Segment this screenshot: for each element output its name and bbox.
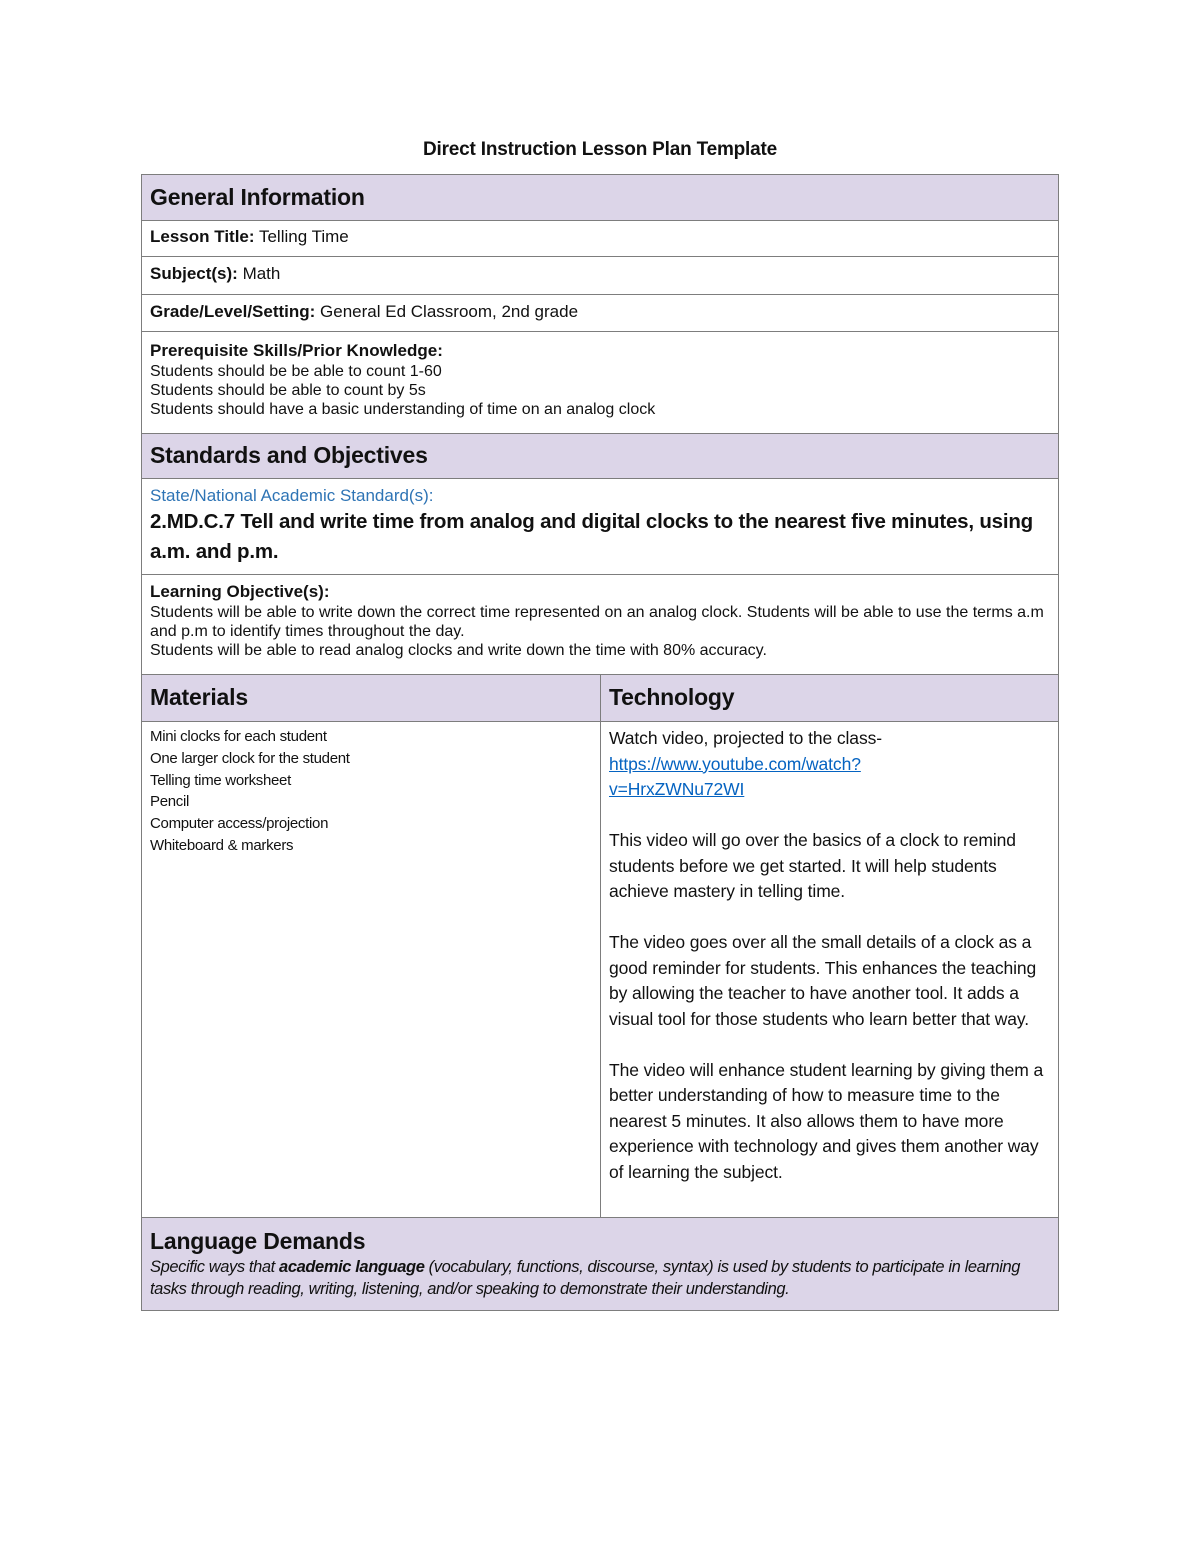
objective-line: Students will be able to read analog clocks and write down the time with 80% accuracy. [150, 642, 767, 659]
technology-paragraph: The video goes over all the small details of a clock as a good reminder for students. This enhances the teaching by allowing the teacher to have another tool. It adds a visual tool for those students who learn better that way. [609, 932, 1037, 1029]
technology-cell [601, 722, 1059, 1218]
prereq-cell [142, 332, 1059, 434]
grade-value: General Ed Classroom, 2nd grade [315, 302, 579, 321]
prereq-row [142, 332, 1059, 434]
language-demands-row [142, 1218, 1059, 1311]
standard-row [142, 479, 1059, 575]
technology-intro: Watch video, projected to the class- [609, 728, 882, 748]
materials-item: Computer access/projection [150, 815, 329, 833]
materials-item: Telling time worksheet [150, 771, 291, 789]
subject-cell [142, 257, 1059, 295]
lesson-title-label: Lesson Title: [150, 227, 255, 246]
standard-text: 2.MD.C.7 Tell and write time from analog and digital clocks to the nearest five minutes, using a.m. and p.m. [150, 510, 1034, 563]
prereq-line: Students should be able to count by 5s [150, 382, 426, 399]
materials-header-cell [142, 675, 601, 722]
technology-heading: Technology [609, 684, 735, 710]
general-info-heading: General Information [150, 184, 365, 210]
language-demands-description: Specific ways that academic language (vocabulary, functions, discourse, syntax) is used by students to participate in learning tasks through reading, writing, listening, and/or speaking to demonstrate their understanding. [150, 1258, 1021, 1298]
objective-line: Students will be able to write down the correct time represented on an analog clock. Students will be able to use the terms a.m and p.m to identify times throughout the day. [150, 604, 1044, 640]
video-link-line2[interactable]: v=HrxZWNu72WI [609, 779, 745, 799]
document-title: Direct Instruction Lesson Plan Template [423, 139, 777, 160]
objective-row [142, 575, 1059, 675]
video-link[interactable] [609, 752, 1048, 803]
subject-value: Math [237, 264, 281, 283]
subject-row [142, 257, 1059, 295]
prereq-line: Students should have a basic understanding of time on an analog clock [150, 401, 656, 418]
grade-row [142, 295, 1059, 332]
materials-item: Whiteboard & markers [150, 836, 294, 854]
grade-cell [142, 295, 1059, 332]
technology-header-cell [601, 675, 1059, 722]
general-info-header-cell [142, 175, 1059, 221]
materials-cell [142, 722, 601, 1218]
materials-item: Mini clocks for each student [150, 728, 327, 745]
materials-heading: Materials [150, 684, 248, 710]
language-demands-heading: Language Demands [150, 1228, 366, 1254]
lesson-title-value: Telling Time [254, 227, 349, 246]
technology-paragraph: The video will enhance student learning by giving them a better understanding of how to measure time to the nearest 5 minutes. It also allows them to have more experience with technology and gives them another way of learning the subject. [609, 1059, 1044, 1182]
standard-cell [142, 479, 1059, 575]
technology-paragraph: This video will go over the basics of a clock to remind students before we get started. It will help students achieve mastery in telling time. [609, 830, 1016, 901]
objective-label: Learning Objective(s): [150, 582, 330, 601]
standards-heading: Standards and Objectives [150, 442, 428, 468]
grade-label: Grade/Level/Setting: [150, 302, 316, 321]
materials-technology-header-row [142, 675, 1059, 722]
materials-item: Pencil [150, 793, 190, 811]
standards-header-cell [142, 434, 1059, 479]
standard-label: State/National Academic Standard(s): [150, 486, 434, 505]
lesson-plan-table [141, 174, 1059, 1311]
lesson-title-row [142, 221, 1059, 257]
video-link-line1[interactable]: https://www.youtube.com/watch? [609, 753, 861, 774]
language-demands-cell [142, 1218, 1059, 1311]
general-info-header-row [142, 175, 1059, 221]
prereq-line: Students should be be able to count 1-60 [150, 363, 442, 380]
lesson-title-cell [142, 221, 1059, 257]
prereq-label: Prerequisite Skills/Prior Knowledge: [150, 341, 443, 360]
objective-cell [142, 575, 1059, 675]
materials-item: One larger clock for the student [150, 749, 350, 767]
materials-technology-row [142, 722, 1059, 1218]
subject-label: Subject(s): [150, 264, 238, 283]
standards-header-row [142, 434, 1059, 479]
